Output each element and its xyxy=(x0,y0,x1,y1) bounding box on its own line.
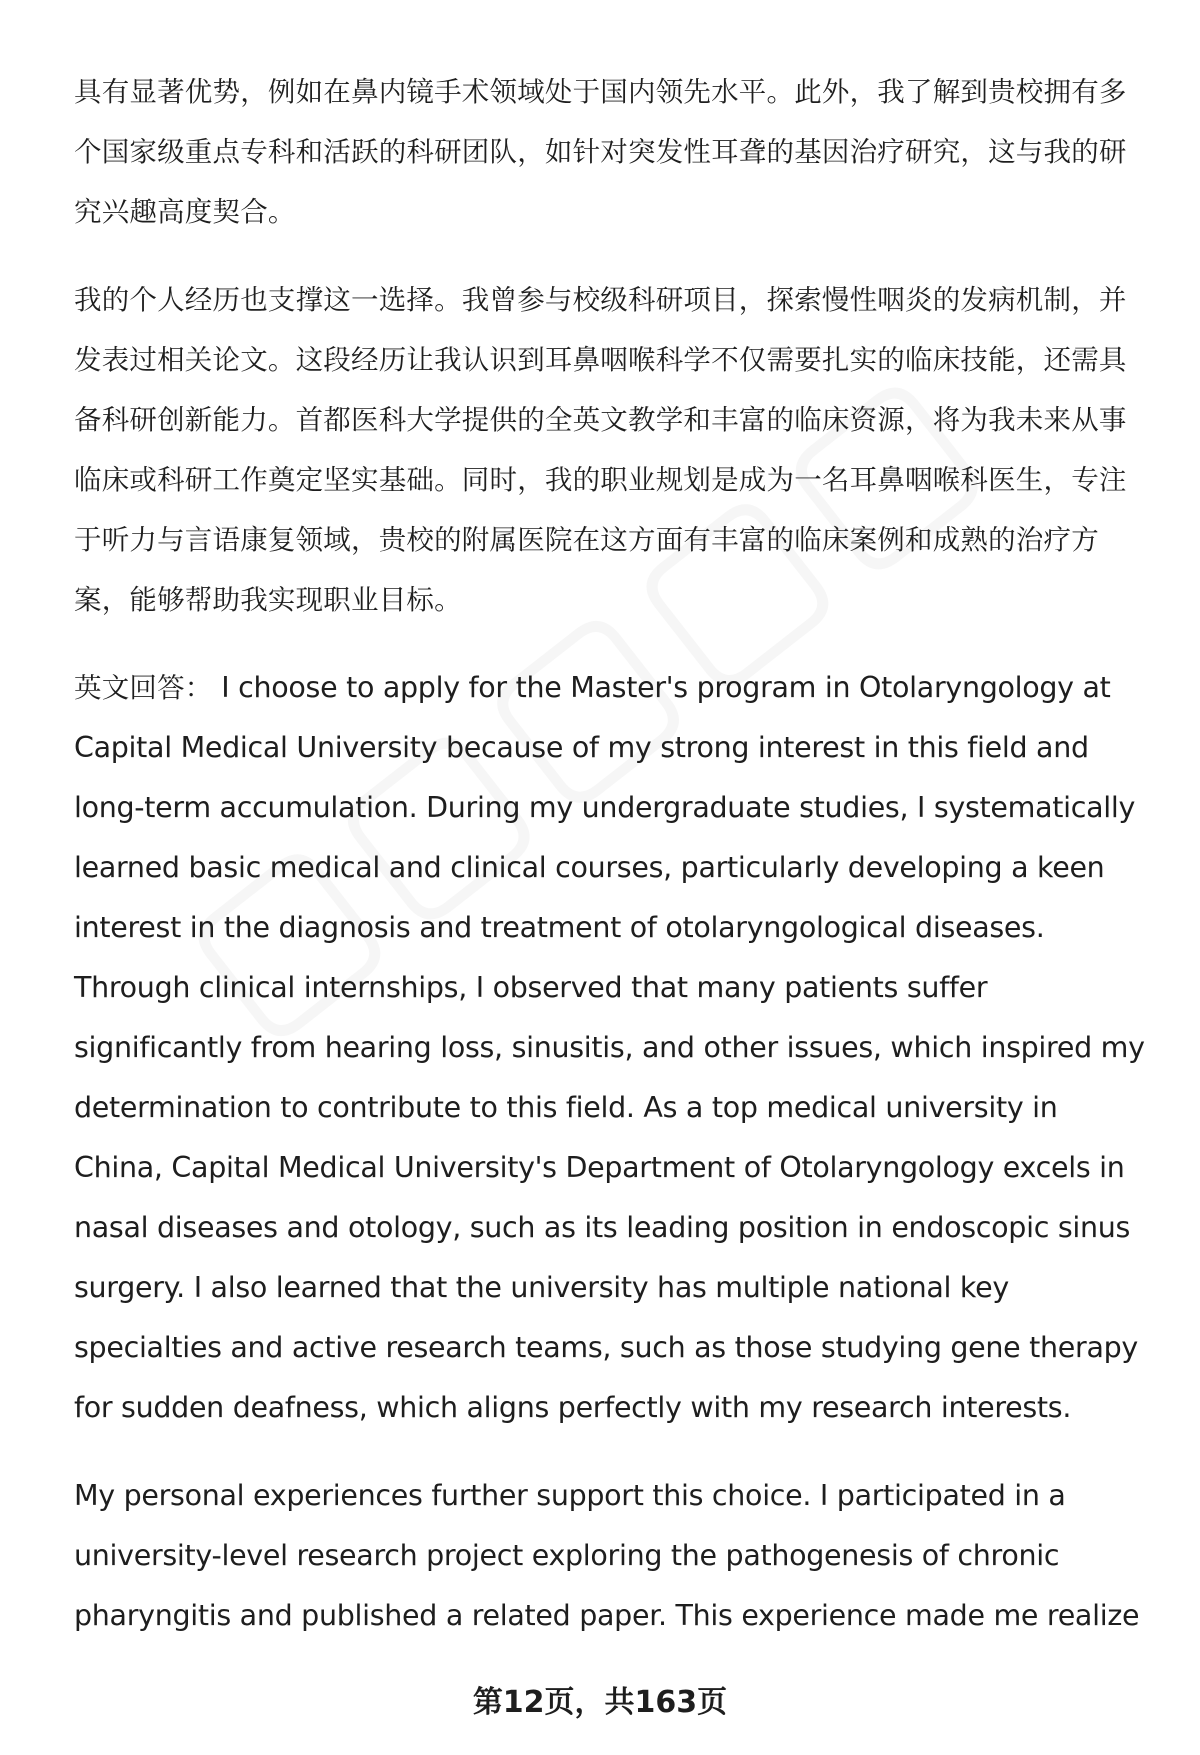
paragraph-english-2: My personal experiences further support this choice. I participated in a university-level research project exploring the pathogenesis of chronic pharyngitis and published a related paper. This experience made me realize xyxy=(74,1479,1140,1632)
page-number: 第12页，共163页 xyxy=(472,1685,728,1720)
answer-label: 英文回答： xyxy=(74,672,213,704)
paragraph-english-answer xyxy=(74,658,1154,1438)
paragraph-chinese-1: 具有显著优势，例如在鼻内镜手术领域处于国内领先水平。此外，我了解到贵校拥有多个国家级重点专科和活跃的科研团队，如针对突发性耳聋的基因治疗研究，这与我的研究兴趣高度契合。 xyxy=(74,76,1127,228)
document-body xyxy=(74,62,1154,1674)
answer-text: I choose to apply for the Master's program in Otolaryngology at Capital Medical University because of my strong interest in this field and long-term accumulation. During my undergraduate studies, I systematically learned basic medical and clinical courses, particularly developing a keen interest in the diagnosis and treatment of otolaryngological diseases. Through clinical internships, I observed that many patients suffer significantly from hearing loss, sinusitis, and other issues, which inspired my determination to contribute to this field. As a top medical university in China, Capital Medical University's Department of Otolaryngology excels in nasal diseases and otology, such as its leading position in endoscopic sinus surgery. I also learned that the university has multiple national key specialties and active research teams, such as those studying gene therapy for sudden deafness, which aligns perfectly with my research interests. xyxy=(74,671,1145,1424)
paragraph-chinese-2: 我的个人经历也支撑这一选择。我曾参与校级科研项目，探索慢性咽炎的发病机制，并发表过相关论文。这段经历让我认识到耳鼻咽喉科学不仅需要扎实的临床技能，还需具备科研创新能力。首都医科大学提供的全英文教学和丰富的临床资源，将为我未来从事临床或科研工作奠定坚实基础。同时，我的职业规划是成为一名耳鼻咽喉科医生，专注于听力与言语康复领域，贵校的附属医院在这方面有丰富的临床案例和成熟的治疗方案，能够帮助我实现职业目标。 xyxy=(74,284,1127,616)
